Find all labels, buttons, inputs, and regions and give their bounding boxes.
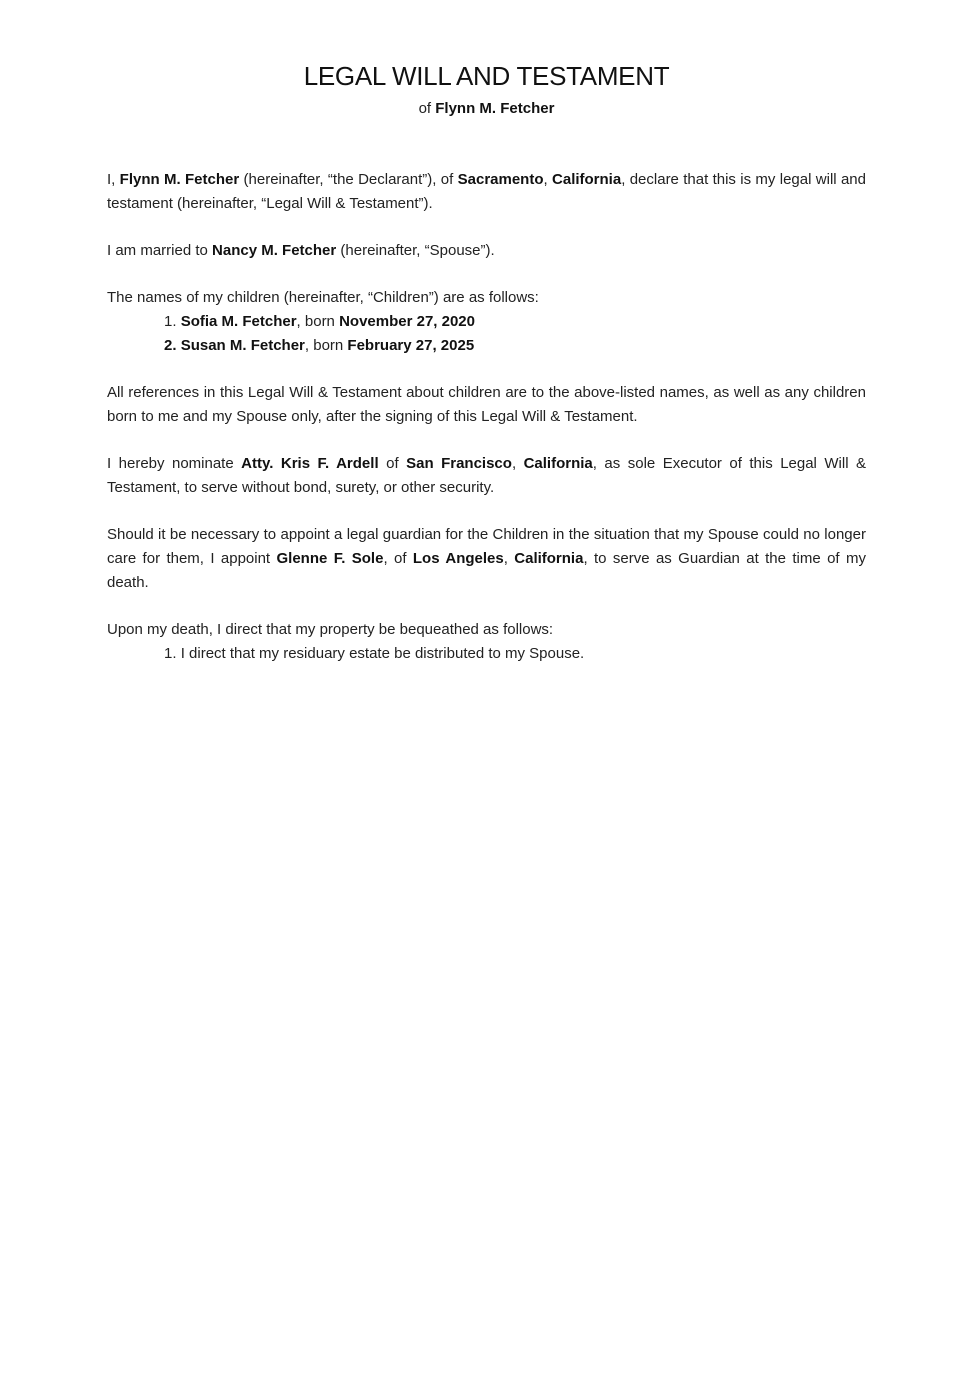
declarant-city: Sacramento — [457, 171, 544, 188]
marriage-paragraph — [107, 239, 866, 263]
bequest-text: I direct that my residuary estate be distributed to my Spouse. — [180, 645, 585, 662]
text-segment: I hereby nominate — [107, 455, 242, 472]
text-segment: Should it be necessary to appoint a legal guardian for the Children in the situation that my Spouse could no longer care for them, I appoint — [107, 526, 866, 567]
declarant-name: Flynn M. Fetcher — [435, 100, 555, 117]
bequest-list — [107, 642, 866, 666]
document-title: LEGAL WILL AND TESTAMENT — [303, 61, 670, 91]
text-segment: , born — [296, 313, 340, 330]
children-list — [107, 310, 866, 358]
list-item — [164, 310, 866, 334]
text-segment: , born — [304, 337, 348, 354]
declaration-paragraph — [107, 168, 866, 216]
list-number: 1. — [164, 645, 181, 662]
child-birthdate: February 27, 2025 — [347, 337, 475, 354]
text-segment: I am married to — [107, 242, 213, 259]
text-segment: , of — [383, 550, 413, 567]
list-item — [164, 642, 866, 666]
list-item — [164, 334, 866, 358]
text-segment: , declare that this is my legal will and testament (hereinafter, “Legal Will & Testament”). — [107, 171, 866, 212]
executor-paragraph — [107, 452, 866, 500]
executor-name: Atty. Kris F. Ardell — [241, 455, 379, 472]
document-subtitle — [107, 98, 866, 120]
text-segment: , — [511, 455, 524, 472]
text-segment: I, — [107, 171, 120, 188]
text-segment: , — [543, 171, 553, 188]
child-name: Susan M. Fetcher — [180, 337, 305, 354]
children-intro: The names of my children (hereinafter, “Children”) are as follows: — [107, 289, 539, 306]
list-number: 1. — [164, 313, 181, 330]
text-segment: of — [378, 455, 407, 472]
spouse-name: Nancy M. Fetcher — [212, 242, 337, 259]
declarant-name: Flynn M. Fetcher — [119, 171, 240, 188]
text-segment: , — [503, 550, 515, 567]
child-birthdate: November 27, 2020 — [339, 313, 475, 330]
list-number: 2. — [164, 337, 181, 354]
bequest-intro: Upon my death, I direct that my property be bequeathed as follows: — [107, 621, 554, 638]
executor-city: San Francisco — [406, 455, 512, 472]
subtitle-prefix: of — [418, 100, 436, 117]
guardian-state: California — [514, 550, 584, 567]
child-name: Sofia M. Fetcher — [180, 313, 297, 330]
text-segment: (hereinafter, “Spouse”). — [336, 242, 495, 259]
text-segment: (hereinafter, “the Declarant”), of — [239, 171, 458, 188]
document-body — [107, 168, 866, 666]
executor-state: California — [523, 455, 593, 472]
guardian-paragraph — [107, 523, 866, 595]
text-segment: , to serve as Guardian at the time of my death. — [107, 550, 866, 591]
text-segment: , as sole Executor of this Legal Will & Testament, to serve without bond, surety, or other security. — [107, 455, 867, 496]
guardian-name: Glenne F. Sole — [276, 550, 384, 567]
guardian-city: Los Angeles — [412, 550, 504, 567]
references-paragraph: All references in this Legal Will & Testament about children are to the above-listed names, as well as any children born to me and my Spouse only, after the signing of this Legal Will & Testament. — [107, 384, 866, 425]
declarant-state: California — [552, 171, 622, 188]
